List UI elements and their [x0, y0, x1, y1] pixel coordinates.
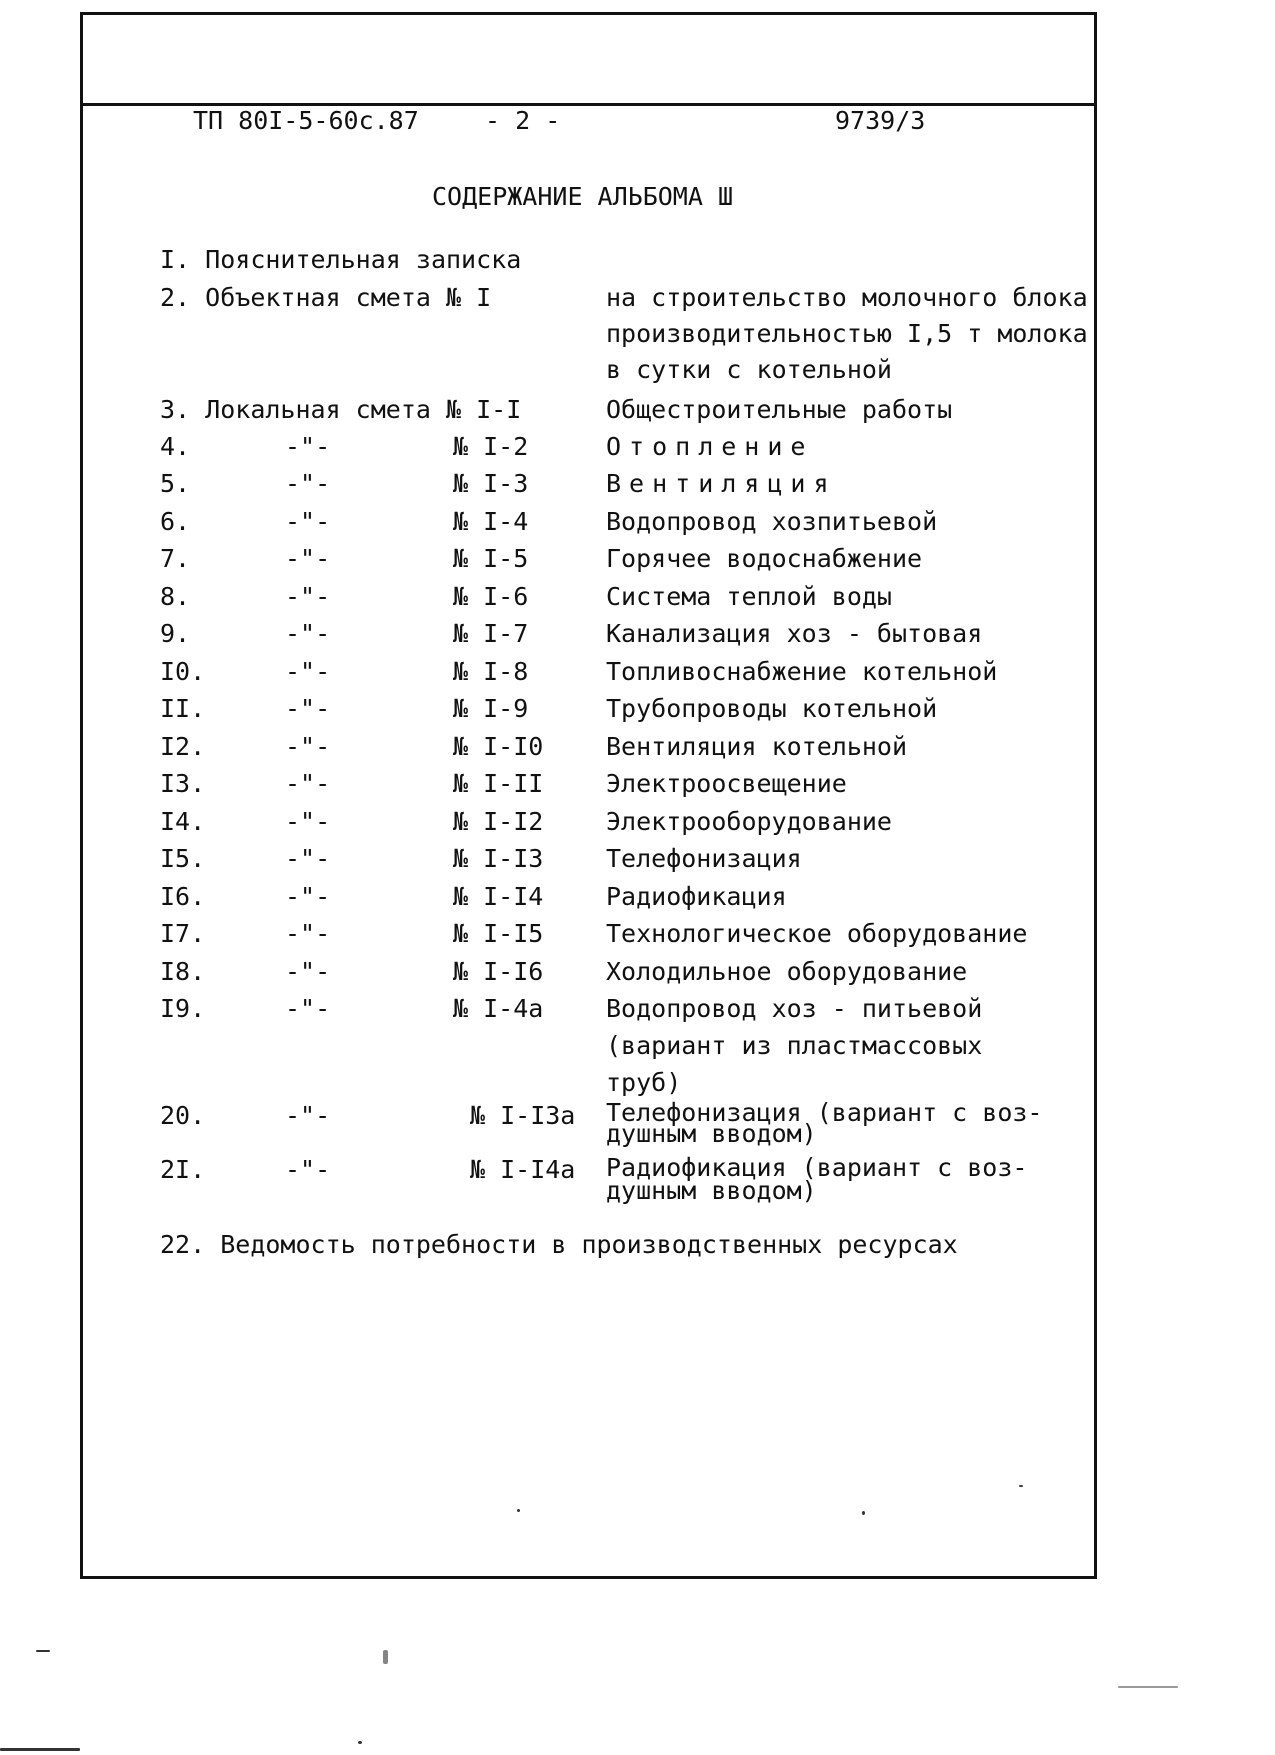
estimate-number: № I-II: [453, 769, 544, 798]
item-number: 22.: [160, 1230, 206, 1259]
item-description: Топливоснабжение котельной: [606, 657, 998, 686]
estimate-number: № I-I3: [453, 844, 544, 873]
ditto-mark: -"-: [285, 432, 331, 461]
item-description: Электрооборудование: [606, 807, 892, 836]
estimate-number: № I-I4: [453, 882, 544, 911]
ditto-mark: -"-: [285, 507, 331, 536]
item-description: Общестроительные работы: [606, 395, 953, 424]
item-number: 2I.: [160, 1155, 206, 1184]
item-text: Ведомость потребности в производственных ресурсах: [220, 1230, 958, 1259]
item-text: Пояснительная записка: [205, 245, 522, 274]
scan-speck: [36, 1650, 50, 1652]
list-item: [160, 283, 491, 313]
estimate-number: № I-I6: [453, 957, 544, 986]
ditto-mark: -"-: [285, 544, 331, 573]
item-description: Радиофикация (вариант с воз-: [606, 1153, 1028, 1182]
item-description: Радиофикация: [606, 882, 787, 911]
item-description: на строительство молочного блока: [606, 283, 1088, 312]
ditto-mark: -"-: [285, 769, 331, 798]
item-number: I7.: [160, 919, 206, 948]
item-description: Отопление: [606, 432, 814, 461]
estimate-number: № I-I2: [453, 807, 544, 836]
estimate-number: № I-4а: [453, 994, 544, 1023]
estimate-number: № I-2: [453, 432, 529, 461]
item-description: Технологическое оборудование: [606, 919, 1028, 948]
ditto-mark: -"-: [285, 619, 331, 648]
ditto-mark: -"-: [285, 657, 331, 686]
estimate-number: № I-7: [453, 619, 529, 648]
item-description: Канализация хоз - бытовая: [606, 619, 983, 648]
item-text: Локальная смета № I-I: [205, 395, 522, 424]
item-description: Электроосвещение: [606, 769, 847, 798]
ditto-mark: -"-: [285, 994, 331, 1023]
item-description: душным вводом): [606, 1176, 817, 1205]
estimate-number: № I-I0: [453, 732, 544, 761]
estimate-number: № I-I3а: [470, 1101, 576, 1130]
item-text: Объектная смета № I: [205, 283, 492, 312]
item-description: Холодильное оборудование: [606, 957, 968, 986]
item-number: 2.: [160, 283, 191, 312]
estimate-number: № I-8: [453, 657, 529, 686]
scan-speck: [1118, 1686, 1178, 1688]
estimate-number: № I-6: [453, 582, 529, 611]
item-description: Система теплой воды: [606, 582, 892, 611]
ditto-mark: -"-: [285, 844, 331, 873]
ditto-mark: -"-: [285, 957, 331, 986]
item-description: Водопровод хозпитьевой: [606, 507, 938, 536]
list-item: [160, 245, 521, 275]
item-number: I2.: [160, 732, 206, 761]
item-number: 20.: [160, 1101, 206, 1130]
scan-speck: [383, 1650, 388, 1664]
item-description: (вариант из пластмассовых: [606, 1031, 983, 1060]
item-number: I5.: [160, 844, 206, 873]
scan-speck: [517, 1509, 520, 1512]
ditto-mark: -"-: [285, 732, 331, 761]
item-number: 5.: [160, 469, 191, 498]
estimate-number: № I-5: [453, 544, 529, 573]
scan-speck: [1019, 1485, 1023, 1487]
ditto-mark: -"-: [285, 694, 331, 723]
item-number: 3.: [160, 395, 191, 424]
item-description: производительностью I,5 т молока: [606, 319, 1088, 348]
item-number: 7.: [160, 544, 191, 573]
list-item: [160, 1230, 958, 1260]
estimate-number: № I-4: [453, 507, 529, 536]
item-number: I8.: [160, 957, 206, 986]
item-description: Трубопроводы котельной: [606, 694, 938, 723]
estimate-number: № I-I5: [453, 919, 544, 948]
ditto-mark: -"-: [285, 882, 331, 911]
estimate-number: № I-9: [453, 694, 529, 723]
album-number: 9739/3: [835, 106, 926, 135]
item-description: Горячее водоснабжение: [606, 544, 923, 573]
ditto-mark: -"-: [285, 919, 331, 948]
estimate-number: № I-I4а: [470, 1155, 576, 1184]
page-title: СОДЕРЖАНИЕ АЛЬБОМА Ш: [431, 182, 734, 211]
item-number: 6.: [160, 507, 191, 536]
list-item: [160, 395, 521, 425]
item-number: I6.: [160, 882, 206, 911]
scan-speck: [862, 1511, 865, 1515]
item-number: I4.: [160, 807, 206, 836]
item-number: I.: [160, 245, 191, 274]
document-code: ТП 80I-5-60с.87: [193, 106, 419, 135]
ditto-mark: -"-: [285, 1155, 331, 1184]
ditto-mark: -"-: [285, 582, 331, 611]
scan-speck: [358, 1741, 362, 1744]
ditto-mark: -"-: [285, 469, 331, 498]
item-number: I9.: [160, 994, 206, 1023]
item-description: Вентиляция котельной: [606, 732, 908, 761]
item-number: I0.: [160, 657, 206, 686]
estimate-number: № I-3: [453, 469, 529, 498]
scan-speck: [0, 1748, 80, 1751]
item-number: 8.: [160, 582, 191, 611]
ditto-mark: -"-: [285, 1101, 331, 1130]
item-description: Телефонизация (вариант с воз-: [606, 1098, 1043, 1127]
item-description: Телефонизация: [606, 844, 802, 873]
item-description: труб): [606, 1068, 682, 1097]
page-number: - 2 -: [485, 106, 561, 135]
item-description: Водопровод хоз - питьевой: [606, 994, 983, 1023]
item-number: I3.: [160, 769, 206, 798]
item-number: II.: [160, 694, 206, 723]
ditto-mark: -"-: [285, 807, 331, 836]
item-description: Вентиляция: [606, 469, 837, 498]
item-number: 4.: [160, 432, 191, 461]
item-description: в сутки с котельной: [606, 355, 892, 384]
item-number: 9.: [160, 619, 191, 648]
item-description: душным вводом): [606, 1119, 817, 1148]
